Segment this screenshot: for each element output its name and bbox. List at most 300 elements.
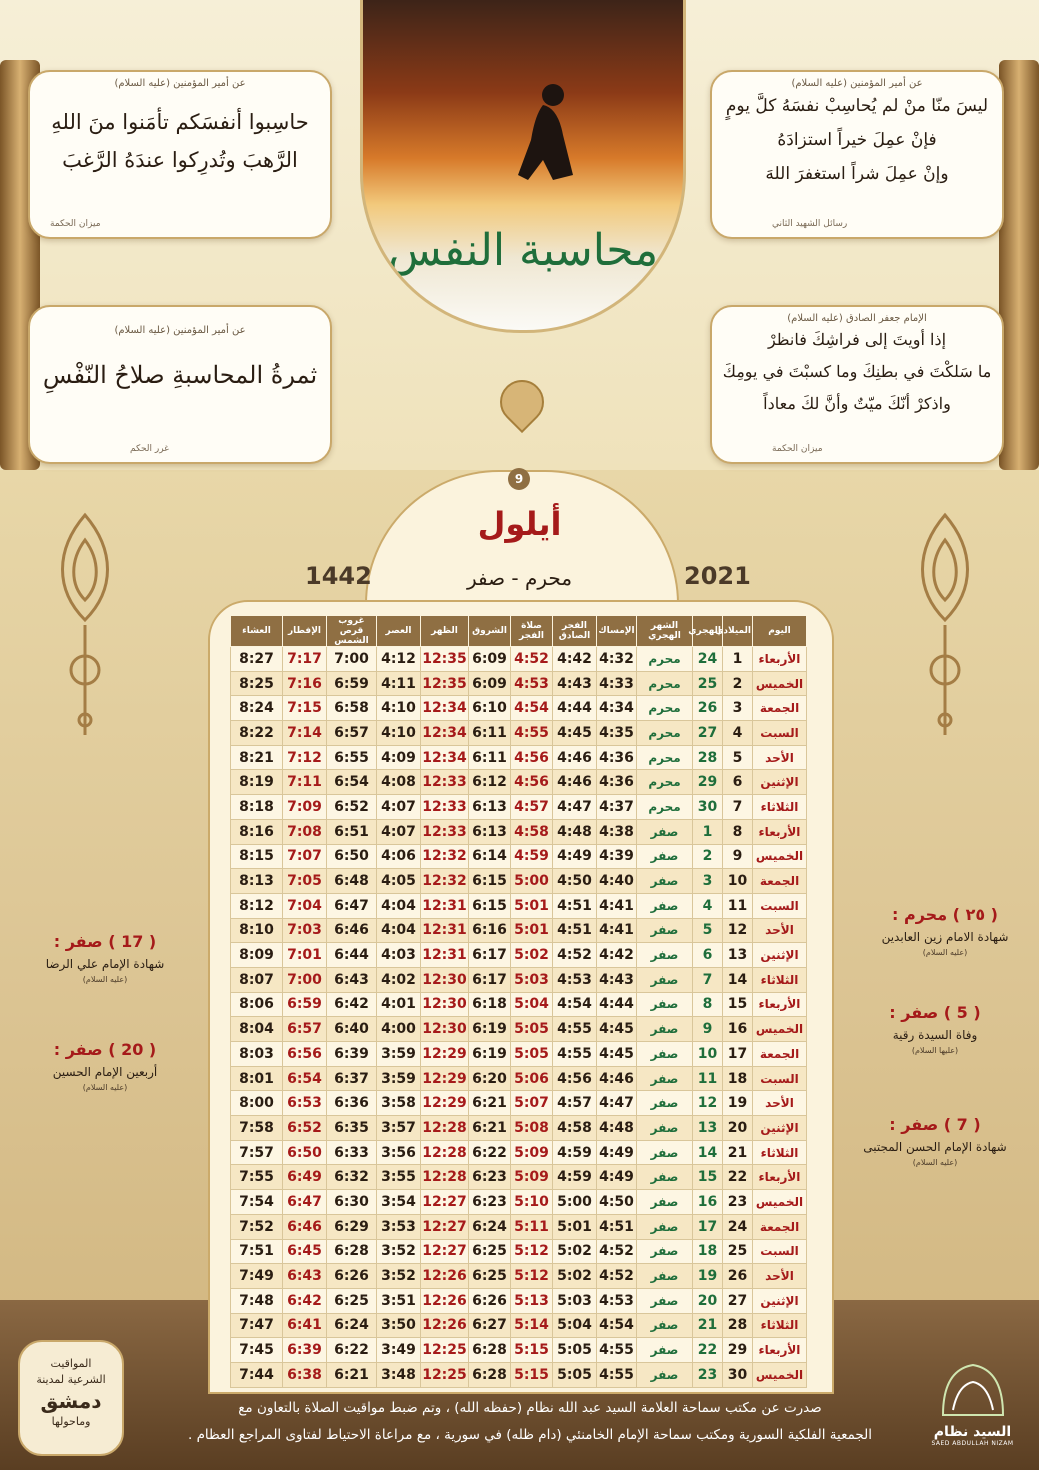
table-row: [231, 770, 807, 795]
table-cell: 12:27: [421, 1239, 469, 1264]
table-cell: 5:14: [511, 1313, 553, 1338]
table-cell: 12:29: [421, 1091, 469, 1116]
table-cell: 4:04: [377, 918, 421, 943]
table-cell: الجمعة: [753, 1042, 807, 1067]
table-row: [231, 1017, 807, 1042]
occasion-date: ( ٢٥ ) محرم :: [892, 905, 998, 924]
table-cell: 4:54: [511, 696, 553, 721]
table-cell: 4:58: [553, 1116, 597, 1141]
occasion-right-2: [835, 1003, 1035, 1055]
table-cell: 12:34: [421, 721, 469, 746]
column-header: الفجر الصادق: [553, 616, 597, 647]
table-cell: 4:59: [553, 1140, 597, 1165]
table-cell: 6: [693, 943, 723, 968]
table-cell: 5:13: [511, 1288, 553, 1313]
table-cell: 17: [693, 1214, 723, 1239]
table-cell: صفر: [637, 943, 693, 968]
table-cell: 3: [723, 696, 753, 721]
table-cell: 30: [693, 795, 723, 820]
table-cell: الثلاثاء: [753, 795, 807, 820]
table-cell: 3:59: [377, 1042, 421, 1067]
table-cell: 16: [723, 1017, 753, 1042]
column-header: الشهر الهجري: [637, 616, 693, 647]
table-cell: 7:15: [283, 696, 327, 721]
table-cell: 6:54: [283, 1066, 327, 1091]
table-row: [231, 1042, 807, 1067]
table-cell: 5:08: [511, 1116, 553, 1141]
table-cell: 4:55: [597, 1362, 637, 1387]
table-cell: 7:05: [283, 869, 327, 894]
occasion-honorific: (عليها السلام): [911, 1046, 959, 1055]
table-cell: 6:32: [327, 1165, 377, 1190]
table-cell: السبت: [753, 1066, 807, 1091]
table-cell: الأربعاء: [753, 1338, 807, 1363]
column-header: العشاء: [231, 616, 283, 647]
table-cell: 6:13: [469, 795, 511, 820]
table-cell: 12:33: [421, 770, 469, 795]
table-cell: 5:09: [511, 1140, 553, 1165]
quote-line: الرَّهبَ وتُدرِكوا عندَهُ الرَّغبَ: [62, 148, 298, 172]
table-cell: 4:54: [553, 992, 597, 1017]
quote-card-top-right: [710, 70, 1004, 239]
occasion-name: وفاة السيدة رقية: [892, 1028, 978, 1042]
footer-line: صدرت عن مكتب سماحة العلامة السيد عبد الله نظام (حفظه الله) ، وتم ضبط مواقيت الصلاة بالتعاون مع: [238, 1400, 822, 1416]
table-cell: 4:12: [377, 647, 421, 672]
table-cell: 4:56: [511, 745, 553, 770]
table-cell: 1: [723, 647, 753, 672]
table-cell: الجمعة: [753, 1214, 807, 1239]
table-cell: 4:41: [597, 893, 637, 918]
table-cell: 4: [693, 893, 723, 918]
occasion-honorific: (عليه السلام): [82, 975, 128, 984]
table-cell: 7:03: [283, 918, 327, 943]
table-cell: 12:26: [421, 1288, 469, 1313]
table-cell: 3:49: [377, 1338, 421, 1363]
table-cell: 6:52: [327, 795, 377, 820]
table-cell: 7:44: [231, 1362, 283, 1387]
table-cell: 6:39: [327, 1042, 377, 1067]
table-cell: محرم: [637, 647, 693, 672]
table-cell: 7:00: [327, 647, 377, 672]
table-cell: 6:43: [283, 1264, 327, 1289]
table-cell: 7:17: [283, 647, 327, 672]
hero-image: [360, 0, 686, 333]
table-cell: 6:42: [283, 1288, 327, 1313]
table-cell: 7:01: [283, 943, 327, 968]
table-cell: 6:23: [469, 1190, 511, 1215]
table-cell: الإثنين: [753, 1116, 807, 1141]
table-cell: 25: [693, 671, 723, 696]
table-row: [231, 1313, 807, 1338]
table-cell: السبت: [753, 893, 807, 918]
table-cell: 4:59: [511, 844, 553, 869]
table-cell: 16: [693, 1190, 723, 1215]
table-cell: 8:03: [231, 1042, 283, 1067]
table-cell: 6:50: [283, 1140, 327, 1165]
table-cell: صفر: [637, 1288, 693, 1313]
quote-line: وإنْ عمِلَ شراً استغفرَ اللهَ: [765, 164, 949, 184]
quote-line: ثمرةُ المحاسبةِ صلاحُ النّفْسِ: [42, 361, 318, 389]
occasion-date: ( 20 ) صفر :: [53, 1040, 157, 1059]
prayer-times-table: [230, 615, 807, 1388]
table-cell: صفر: [637, 1091, 693, 1116]
table-cell: 3:48: [377, 1362, 421, 1387]
table-cell: 7:57: [231, 1140, 283, 1165]
table-cell: الثلاثاء: [753, 1140, 807, 1165]
table-cell: 6:44: [327, 943, 377, 968]
year-gregorian: 2021: [684, 562, 751, 590]
table-cell: 30: [723, 1362, 753, 1387]
ornament-left: [45, 510, 125, 740]
table-cell: 6:56: [283, 1042, 327, 1067]
logo-arabic: السيد نظام: [933, 1424, 1012, 1440]
column-header: الهجري: [693, 616, 723, 647]
table-row: [231, 1214, 807, 1239]
column-header: الإفطار: [283, 616, 327, 647]
table-cell: 4:10: [377, 721, 421, 746]
table-cell: 12:35: [421, 671, 469, 696]
page-title: محاسبة النفس: [387, 225, 659, 276]
quote-source: عن أمير المؤمنين (عليه السلام): [791, 78, 923, 89]
table-cell: 8:19: [231, 770, 283, 795]
table-cell: الثلاثاء: [753, 967, 807, 992]
table-cell: 7:14: [283, 721, 327, 746]
table-cell: 12:28: [421, 1140, 469, 1165]
table-cell: 4:57: [553, 1091, 597, 1116]
table-cell: 7:11: [283, 770, 327, 795]
quote-line: واذكرْ أنّكَ ميّتٌ وأنَّ لكَ معاداً: [763, 394, 951, 413]
table-cell: 7:45: [231, 1338, 283, 1363]
table-cell: 5:03: [553, 1288, 597, 1313]
table-cell: 8:13: [231, 869, 283, 894]
table-cell: 4:44: [597, 992, 637, 1017]
table-cell: 6:14: [469, 844, 511, 869]
hijri-months: محرم - صفر: [466, 566, 573, 590]
table-cell: 22: [693, 1338, 723, 1363]
table-cell: 18: [723, 1066, 753, 1091]
table-cell: 4:48: [553, 819, 597, 844]
table-cell: 12:28: [421, 1116, 469, 1141]
table-cell: 12:33: [421, 795, 469, 820]
table-cell: 8:07: [231, 967, 283, 992]
table-cell: 5:02: [511, 943, 553, 968]
table-cell: 6:23: [469, 1165, 511, 1190]
table-cell: 8:27: [231, 647, 283, 672]
column-header: الشروق: [469, 616, 511, 647]
table-cell: 5:06: [511, 1066, 553, 1091]
table-cell: 11: [693, 1066, 723, 1091]
table-cell: 4:43: [553, 671, 597, 696]
table-cell: 10: [693, 1042, 723, 1067]
table-cell: صفر: [637, 1362, 693, 1387]
table-cell: 5:05: [553, 1338, 597, 1363]
table-cell: الأربعاء: [753, 647, 807, 672]
table-cell: السبت: [753, 721, 807, 746]
table-cell: 7:48: [231, 1288, 283, 1313]
table-cell: محرم: [637, 696, 693, 721]
table-cell: 4:51: [553, 918, 597, 943]
table-cell: 12:34: [421, 745, 469, 770]
table-row: [231, 1116, 807, 1141]
table-cell: 6:09: [469, 671, 511, 696]
table-cell: 4:57: [511, 795, 553, 820]
table-cell: 4:52: [553, 943, 597, 968]
table-cell: 4:09: [377, 745, 421, 770]
table-cell: 6:59: [327, 671, 377, 696]
table-cell: 12:25: [421, 1362, 469, 1387]
table-cell: 12:32: [421, 869, 469, 894]
table-cell: 6:11: [469, 745, 511, 770]
table-cell: 6:46: [283, 1214, 327, 1239]
table-cell: 6:48: [327, 869, 377, 894]
table-cell: 5:01: [553, 1214, 597, 1239]
badge-line: الشرعية لمدينة: [36, 1373, 106, 1386]
table-cell: 7:47: [231, 1313, 283, 1338]
table-cell: 25: [723, 1239, 753, 1264]
table-cell: 6:17: [469, 943, 511, 968]
table-cell: 6:19: [469, 1042, 511, 1067]
table-cell: 5:15: [511, 1362, 553, 1387]
quote-line: إذا أويتَ إلى فراشِكَ فانظرْ: [767, 330, 947, 349]
table-cell: 4:55: [597, 1338, 637, 1363]
table-cell: 6:43: [327, 967, 377, 992]
table-cell: 14: [693, 1140, 723, 1165]
table-cell: 4:46: [553, 770, 597, 795]
table-cell: 6:18: [469, 992, 511, 1017]
table-cell: 15: [693, 1165, 723, 1190]
occasion-left-2: [5, 1040, 205, 1092]
table-row: [231, 844, 807, 869]
table-cell: 5:07: [511, 1091, 553, 1116]
table-cell: 7:08: [283, 819, 327, 844]
table-cell: 4:53: [511, 671, 553, 696]
table-cell: الأربعاء: [753, 1165, 807, 1190]
table-cell: 4:33: [597, 671, 637, 696]
table-cell: 4:34: [597, 696, 637, 721]
table-cell: 4:56: [553, 1066, 597, 1091]
table-cell: صفر: [637, 893, 693, 918]
table-cell: 6:51: [327, 819, 377, 844]
table-cell: 7:51: [231, 1239, 283, 1264]
table-cell: 6:28: [469, 1338, 511, 1363]
table-row: [231, 745, 807, 770]
table-cell: 4:07: [377, 819, 421, 844]
table-cell: 4:42: [597, 943, 637, 968]
table-cell: 3:57: [377, 1116, 421, 1141]
table-cell: 27: [723, 1288, 753, 1313]
table-cell: 4:46: [597, 1066, 637, 1091]
table-cell: 21: [723, 1140, 753, 1165]
logo-dome-icon: [938, 1360, 1008, 1420]
table-cell: 8:06: [231, 992, 283, 1017]
table-cell: 6: [723, 770, 753, 795]
table-cell: 15: [723, 992, 753, 1017]
table-cell: 4:05: [377, 869, 421, 894]
table-cell: 4:54: [597, 1313, 637, 1338]
table-cell: 3:50: [377, 1313, 421, 1338]
occasion-left-1: [5, 932, 205, 984]
table-cell: 6:11: [469, 721, 511, 746]
column-header: الظهر: [421, 616, 469, 647]
table-cell: 12:26: [421, 1313, 469, 1338]
quote-source: عن أمير المؤمنين (عليه السلام): [114, 325, 246, 336]
table-row: [231, 918, 807, 943]
table-cell: 5:12: [511, 1264, 553, 1289]
table-cell: 4:07: [377, 795, 421, 820]
table-cell: 4:52: [597, 1239, 637, 1264]
table-cell: 5:12: [511, 1239, 553, 1264]
table-cell: 4:00: [377, 1017, 421, 1042]
table-row: [231, 721, 807, 746]
table-cell: محرم: [637, 745, 693, 770]
table-cell: 12:33: [421, 819, 469, 844]
table-cell: 7:12: [283, 745, 327, 770]
table-cell: 5:02: [553, 1239, 597, 1264]
table-cell: 4:46: [553, 745, 597, 770]
sitting-person-silhouette: [513, 80, 583, 190]
table-cell: 12:31: [421, 893, 469, 918]
column-header: العصر: [377, 616, 421, 647]
table-cell: صفر: [637, 1313, 693, 1338]
table-cell: الإثنين: [753, 943, 807, 968]
table-cell: 3:58: [377, 1091, 421, 1116]
table-cell: 8:25: [231, 671, 283, 696]
table-row: [231, 1190, 807, 1215]
table-cell: 6:29: [327, 1214, 377, 1239]
table-cell: الأربعاء: [753, 992, 807, 1017]
table-cell: 6:24: [327, 1313, 377, 1338]
table-cell: 26: [723, 1264, 753, 1289]
table-cell: 8:12: [231, 893, 283, 918]
table-cell: 5:04: [511, 992, 553, 1017]
table-row: [231, 893, 807, 918]
table-cell: صفر: [637, 1214, 693, 1239]
table-cell: 3: [693, 869, 723, 894]
table-cell: الخميس: [753, 1017, 807, 1042]
table-cell: 10: [723, 869, 753, 894]
table-cell: 4:41: [597, 918, 637, 943]
table-cell: 12: [723, 918, 753, 943]
table-cell: 13: [723, 943, 753, 968]
table-cell: صفر: [637, 869, 693, 894]
table-cell: الأربعاء: [753, 819, 807, 844]
quote-reference: غرر الحكم: [130, 444, 169, 454]
table-cell: 14: [723, 967, 753, 992]
table-cell: 8:21: [231, 745, 283, 770]
table-cell: 28: [693, 745, 723, 770]
occasion-name: شهادة الإمام علي الرضا: [45, 957, 165, 971]
table-cell: 7:54: [231, 1190, 283, 1215]
table-cell: 8:18: [231, 795, 283, 820]
occasion-right-1: [845, 905, 1039, 957]
table-cell: 6:30: [327, 1190, 377, 1215]
table-cell: 4:32: [597, 647, 637, 672]
table-cell: 6:16: [469, 918, 511, 943]
table-cell: 24: [723, 1214, 753, 1239]
column-header: صلاة الفجر: [511, 616, 553, 647]
table-cell: 6:40: [327, 1017, 377, 1042]
table-cell: 6:25: [469, 1239, 511, 1264]
table-cell: 6:28: [327, 1239, 377, 1264]
table-cell: 8:24: [231, 696, 283, 721]
quote-line: حاسِبوا أنفسَكم تأمَنوا منَ اللهِ: [51, 110, 309, 134]
table-cell: 6:21: [469, 1116, 511, 1141]
table-cell: 12: [693, 1091, 723, 1116]
table-cell: 6:54: [327, 770, 377, 795]
table-cell: 4:47: [597, 1091, 637, 1116]
table-cell: 13: [693, 1116, 723, 1141]
table-cell: صفر: [637, 1165, 693, 1190]
occasion-name: شهادة الامام زين العابدين: [881, 930, 1009, 944]
table-body: [231, 647, 807, 1388]
table-cell: 8:10: [231, 918, 283, 943]
table-row: [231, 819, 807, 844]
table-cell: 4:37: [597, 795, 637, 820]
table-cell: 4:51: [553, 893, 597, 918]
table-cell: 27: [693, 721, 723, 746]
occasion-honorific: (عليه السلام): [912, 1158, 958, 1167]
footer-line: الجمعية الفلكية السورية ومكتب سماحة الإمام الخامنئي (دام ظله) في سورية ، مع مراعاة الاحتياط لفتاوى المراجع العظام .: [187, 1427, 873, 1443]
table-cell: 4:42: [553, 647, 597, 672]
table-cell: صفر: [637, 1239, 693, 1264]
table-cell: 5:00: [553, 1190, 597, 1215]
table-cell: 29: [723, 1338, 753, 1363]
table-cell: 5:01: [511, 893, 553, 918]
table-cell: 6:41: [283, 1313, 327, 1338]
table-cell: صفر: [637, 1190, 693, 1215]
table-cell: 6:24: [469, 1214, 511, 1239]
table-cell: الخميس: [753, 671, 807, 696]
ornament-right: [905, 510, 985, 740]
logo: [925, 1360, 1020, 1460]
table-cell: 8:15: [231, 844, 283, 869]
quote-reference: ميزان الحكمة: [50, 219, 101, 229]
table-cell: 6:45: [283, 1239, 327, 1264]
table-cell: 5: [693, 918, 723, 943]
table-cell: 6:22: [469, 1140, 511, 1165]
table-cell: 6:22: [327, 1338, 377, 1363]
table-cell: 4:50: [553, 869, 597, 894]
table-row: [231, 647, 807, 672]
table-cell: 7:04: [283, 893, 327, 918]
table-cell: 20: [693, 1288, 723, 1313]
table-cell: 6:47: [327, 893, 377, 918]
table-cell: الإثنين: [753, 1288, 807, 1313]
badge-city: دمشق: [40, 1389, 102, 1413]
table-cell: 6:26: [469, 1288, 511, 1313]
column-header: الإمساك: [597, 616, 637, 647]
table-cell: 4:56: [511, 770, 553, 795]
year-hijri: 1442: [305, 562, 372, 590]
table-row: [231, 1338, 807, 1363]
table-cell: 12:29: [421, 1042, 469, 1067]
table-cell: الخميس: [753, 1190, 807, 1215]
table-cell: 4:45: [597, 1017, 637, 1042]
table-cell: 7:58: [231, 1116, 283, 1141]
table-cell: 7: [693, 967, 723, 992]
table-cell: 12:27: [421, 1190, 469, 1215]
quote-card-top-left: [28, 70, 332, 239]
table-cell: 17: [723, 1042, 753, 1067]
table-cell: 12:31: [421, 918, 469, 943]
table-cell: 12:32: [421, 844, 469, 869]
table-cell: محرم: [637, 795, 693, 820]
table-cell: صفر: [637, 1338, 693, 1363]
table-cell: 4: [723, 721, 753, 746]
table-cell: 6:25: [327, 1288, 377, 1313]
table-cell: 4:53: [597, 1288, 637, 1313]
table-cell: 8:04: [231, 1017, 283, 1042]
